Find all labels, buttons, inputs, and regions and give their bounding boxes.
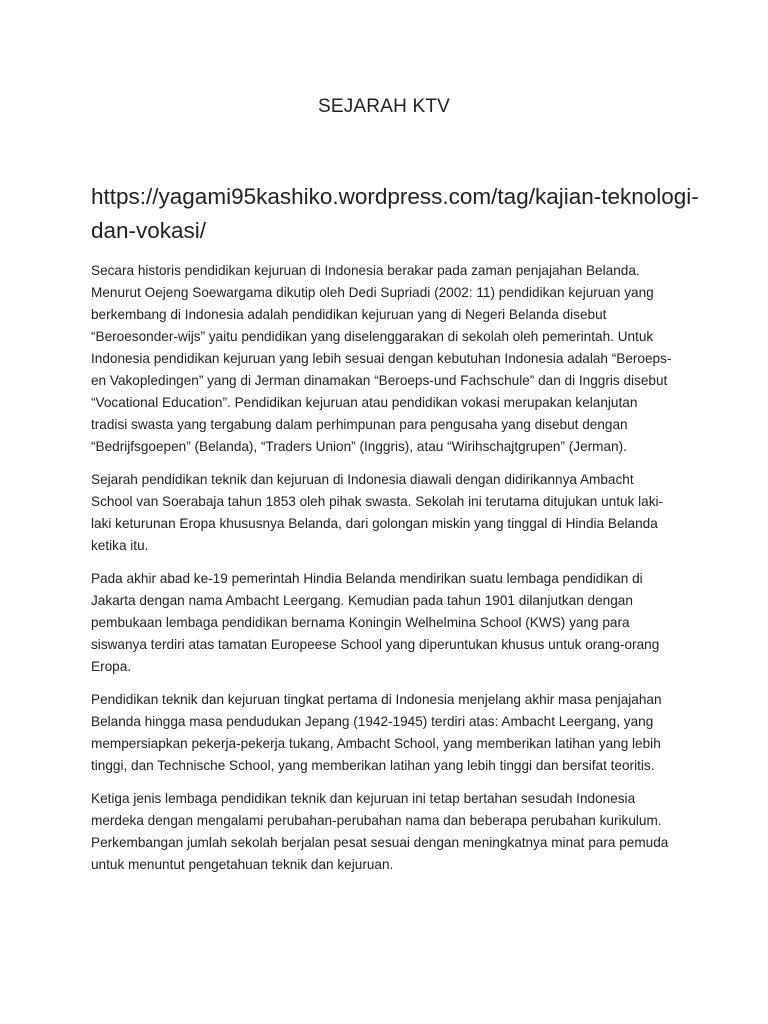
text-line: en Vakopledingen” yang di Jerman dinamakan “Beroeps-und Fachschule” dan di Inggris disebut bbox=[91, 373, 668, 388]
text-line: Pada akhir abad ke-19 pemerintah Hindia Belanda mendirikan suatu lembaga pendidikan di bbox=[91, 571, 643, 586]
source-link-heading bbox=[91, 180, 699, 248]
text-line: Sejarah pendidikan teknik dan kejuruan di Indonesia diawali dengan didirikannya Ambacht bbox=[91, 472, 634, 487]
link-line: dan-vokasi/ bbox=[91, 218, 207, 243]
paragraph-5 bbox=[91, 788, 691, 876]
text-line: berkembang di Indonesia adalah pendidikan kejuruan yang di Negeri Belanda disebut bbox=[91, 307, 607, 322]
text-line: mempersiapkan pekerja-pekerja tukang, Ambacht School, yang memberikan latihan yang lebih bbox=[91, 736, 661, 751]
text-line: siswanya terdiri atas tamatan Europeese School yang diperuntukan khusus untuk orang-orang bbox=[91, 637, 660, 652]
text-line: Indonesia pendidikan kejuruan yang lebih sesuai dengan kebutuhan Indonesia adalah “Beroeps- bbox=[91, 351, 672, 366]
text-line: merdeka dengan mengalami perubahan-perubahan nama dan beberapa perubahan kurikulum. bbox=[91, 813, 662, 828]
page-title: SEJARAH KTV bbox=[317, 96, 451, 117]
text-line: “Bedrijfsgoepen” (Belanda), “Traders Union” (Inggris), atau “Wirihschajtgrupen” (Jerman). bbox=[91, 439, 627, 454]
paragraph-1 bbox=[91, 260, 691, 458]
text-line: Menurut Oejeng Soewargama dikutip oleh Dedi Supriadi (2002: 11) pendidikan kejuruan yang bbox=[91, 285, 654, 300]
text-line: “Beroesonder-wijs” yaitu pendidikan yang diselenggarakan di sekolah oleh pemerintah. Untuk bbox=[91, 329, 654, 344]
text-line: pembukaan lembaga pendidikan bernama Koningin Welhelmina School (KWS) yang para bbox=[91, 615, 630, 630]
paragraph-2 bbox=[91, 469, 691, 557]
paragraph-3 bbox=[91, 568, 691, 678]
document-body bbox=[91, 260, 691, 887]
text-line: School van Soerabaja tahun 1853 oleh pihak swasta. Sekolah ini terutama ditujukan untuk laki- bbox=[91, 494, 664, 509]
text-line: tinggi, dan Technische School, yang memberikan latihan yang lebih tinggi dan bersifat teoritis. bbox=[91, 758, 655, 773]
text-line: Jakarta dengan nama Ambacht Leergang. Kemudian pada tahun 1901 dilanjutkan dengan bbox=[91, 593, 633, 608]
text-line: Perkembangan jumlah sekolah berjalan pesat sesuai dengan meningkatnya minat para pemuda bbox=[91, 835, 669, 850]
text-line: ketika itu. bbox=[91, 538, 149, 553]
text-line: Pendidikan teknik dan kejuruan tingkat pertama di Indonesia menjelang akhir masa penjajahan bbox=[91, 692, 662, 707]
text-line: Belanda hingga masa pendudukan Jepang (1942-1945) terdiri atas: Ambacht Leergang, yang bbox=[91, 714, 654, 729]
text-line: tradisi swasta yang tergabung dalam perhimpunan para pengusaha yang disebut dengan bbox=[91, 417, 628, 432]
text-line: Eropa. bbox=[91, 659, 132, 674]
text-line: Secara historis pendidikan kejuruan di Indonesia berakar pada zaman penjajahan Belanda. bbox=[91, 263, 640, 278]
text-line: Ketiga jenis lembaga pendidikan teknik dan kejuruan ini tetap bertahan sesudah Indonesia bbox=[91, 791, 636, 806]
text-line: “Vocational Education”. Pendidikan kejuruan atau pendidikan vokasi merupakan kelanjutan bbox=[91, 395, 638, 410]
text-line: untuk menuntut pengetahuan teknik dan kejuruan. bbox=[91, 857, 394, 872]
text-line: laki keturunan Eropa khususnya Belanda, dari golongan miskin yang tinggal di Hindia Belanda bbox=[91, 516, 658, 531]
link-line: https://yagami95kashiko.wordpress.com/tag/kajian-teknologi- bbox=[91, 184, 699, 209]
paragraph-4 bbox=[91, 689, 691, 777]
